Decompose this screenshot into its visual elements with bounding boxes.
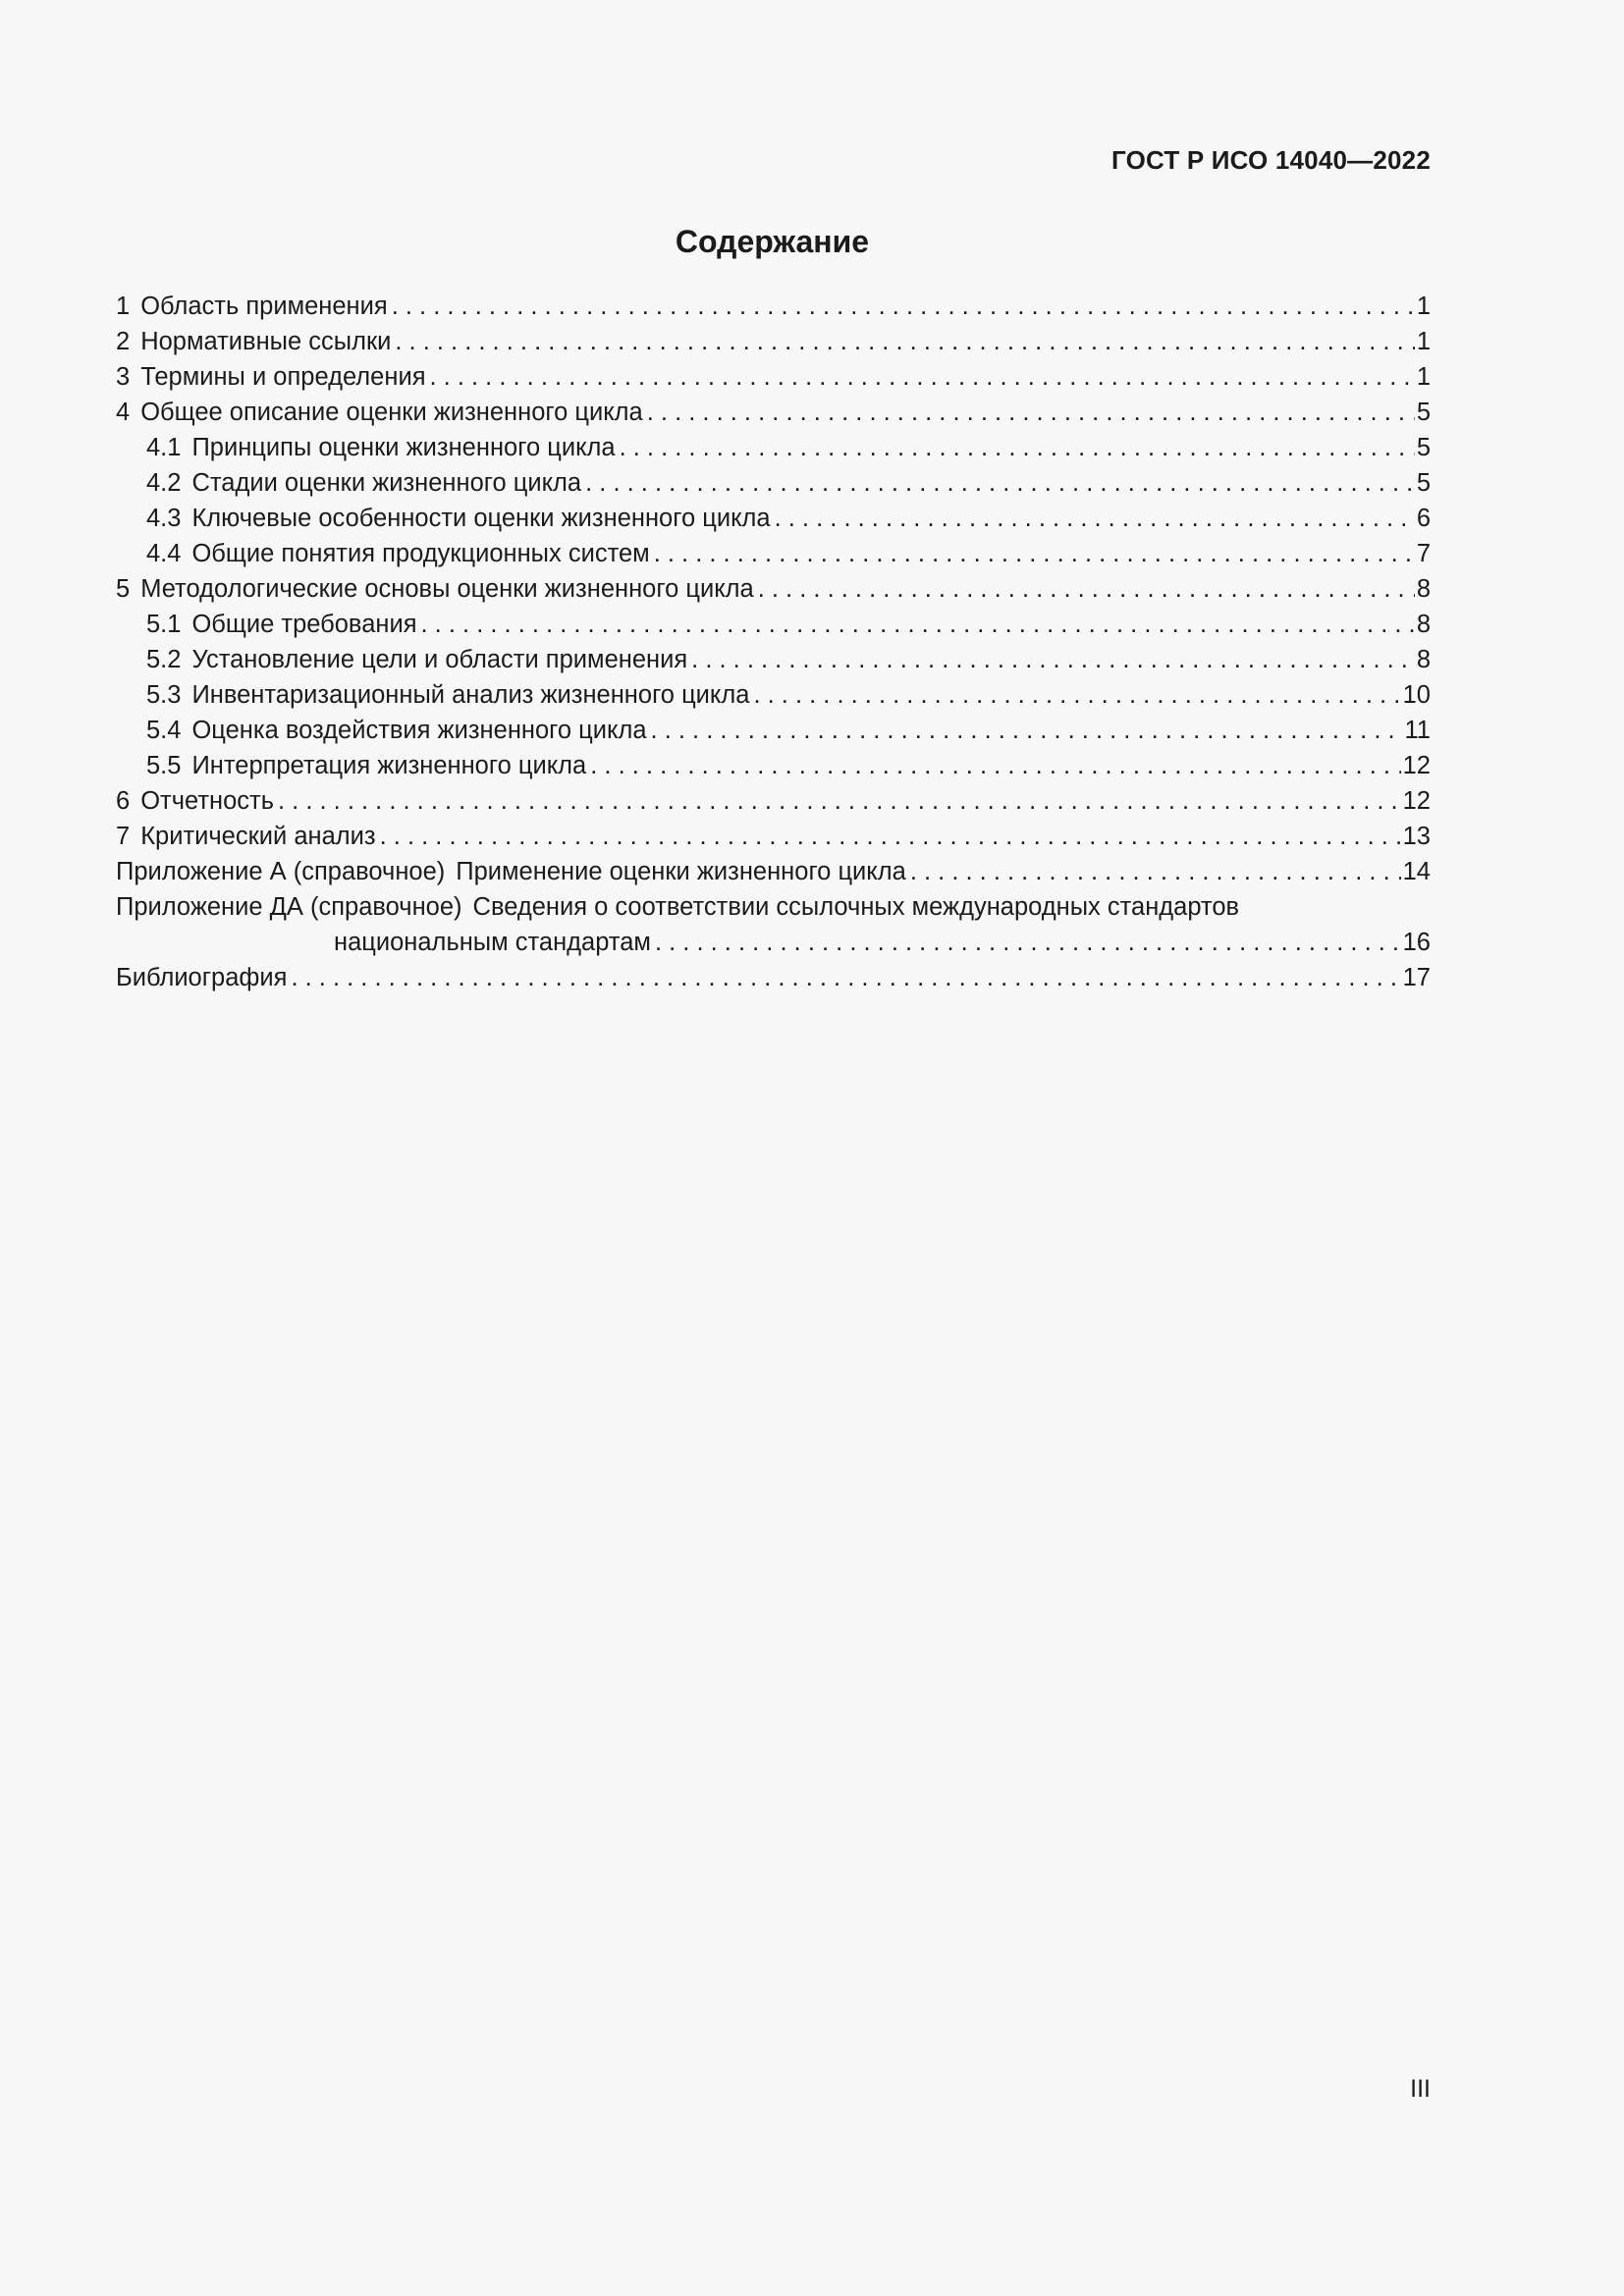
toc-entry[interactable] xyxy=(116,324,1431,359)
toc-entry-label: Термины и определения xyxy=(140,363,426,391)
toc-entry[interactable] xyxy=(116,430,1431,465)
toc-entry-number: 3 xyxy=(116,363,131,391)
toc-entry-page: 1 xyxy=(1416,328,1431,355)
document-code: ГОСТ Р ИСО 14040—2022 xyxy=(1110,145,1431,175)
toc-entry-label: Стадии оценки жизненного цикла xyxy=(191,469,582,497)
toc-leader-dots xyxy=(775,501,1415,536)
toc-entry-page: 5 xyxy=(1416,469,1431,497)
toc-entry-number: 5.1 xyxy=(146,611,182,638)
toc-entry-label: Методологические основы оценки жизненного цикла xyxy=(140,575,754,603)
toc-entry-label: Сведения о соответствии ссылочных международных стандартов xyxy=(472,893,1240,921)
toc-entry-page: 13 xyxy=(1402,823,1431,850)
toc-entry-label: Общее описание оценки жизненного цикла xyxy=(140,399,643,426)
toc-entry-number: 5.4 xyxy=(146,717,182,744)
toc-entry[interactable] xyxy=(116,642,1431,677)
toc-entry-number: Приложение А (справочное) xyxy=(116,858,446,885)
toc-entry-page: 17 xyxy=(1402,964,1431,991)
toc-leader-dots xyxy=(691,642,1415,677)
toc-entry[interactable] xyxy=(116,677,1431,713)
toc-leader-dots xyxy=(590,748,1400,783)
toc-entry[interactable] xyxy=(116,359,1431,395)
toc-entry-label: Принципы оценки жизненного цикла xyxy=(191,434,616,461)
toc-entry-label: Установление цели и области применения xyxy=(191,646,688,673)
toc-entry-page: 5 xyxy=(1416,399,1431,426)
toc-leader-dots xyxy=(291,960,1400,995)
toc-entry-label: Критический анализ xyxy=(140,823,376,850)
toc-entry-number: 4.1 xyxy=(146,434,182,461)
toc-entry[interactable] xyxy=(116,571,1431,607)
toc-leader-dots xyxy=(585,465,1415,501)
toc-entry[interactable] xyxy=(116,607,1431,642)
toc-entry[interactable] xyxy=(116,889,1431,925)
toc-entry-page: 10 xyxy=(1402,681,1431,709)
toc-leader-dots xyxy=(278,783,1401,819)
toc-entry-label: Общие понятия продукционных систем xyxy=(191,540,650,567)
toc-entry-label: Библиография xyxy=(116,964,288,991)
toc-entry[interactable] xyxy=(116,854,1431,889)
toc-entry-page: 16 xyxy=(1402,929,1431,956)
toc-leader-dots xyxy=(620,430,1415,465)
toc-entry-label: Общие требования xyxy=(191,611,417,638)
toc-leader-dots xyxy=(647,395,1415,430)
toc-title: Содержание xyxy=(675,224,870,259)
toc-leader-dots xyxy=(421,607,1415,642)
toc-entry-number: 4.3 xyxy=(146,505,182,532)
toc-leader-dots xyxy=(910,854,1401,889)
toc-entry-number: 5.5 xyxy=(146,752,182,779)
toc-entry-number: Приложение ДА (справочное) xyxy=(116,893,462,921)
toc-entry-page: 7 xyxy=(1416,540,1431,567)
toc-entry-number: 5.3 xyxy=(146,681,182,709)
toc-leader-dots xyxy=(654,536,1415,571)
toc-entry-page: 8 xyxy=(1416,575,1431,603)
toc-entry[interactable] xyxy=(116,465,1431,501)
toc-entry-label: Нормативные ссылки xyxy=(140,328,392,355)
toc-leader-dots xyxy=(395,324,1414,359)
toc-leader-dots xyxy=(655,925,1401,960)
toc-entry[interactable] xyxy=(116,960,1431,995)
toc-entry-page: 11 xyxy=(1404,717,1431,744)
toc-entry-label: национальным стандартам xyxy=(334,929,651,956)
toc-entry-number: 7 xyxy=(116,823,131,850)
toc-entry-page: 8 xyxy=(1416,646,1431,673)
toc-entry-number: 5 xyxy=(116,575,131,603)
toc-leader-dots xyxy=(392,289,1415,324)
toc-entry-page: 1 xyxy=(1416,363,1431,391)
toc-entry-continuation[interactable] xyxy=(116,925,1431,960)
toc-entry[interactable] xyxy=(116,289,1431,324)
toc-entry-page: 12 xyxy=(1402,787,1431,815)
toc-leader-dots xyxy=(430,359,1415,395)
toc-leader-dots xyxy=(651,713,1403,748)
toc-entry-page: 5 xyxy=(1416,434,1431,461)
toc-entry-page: 14 xyxy=(1402,858,1431,885)
page-number: III xyxy=(1410,2075,1431,2103)
toc-entry-label: Инвентаризационный анализ жизненного цикла xyxy=(191,681,750,709)
toc-entry[interactable] xyxy=(116,748,1431,783)
toc-entry-label: Применение оценки жизненного цикла xyxy=(456,858,906,885)
toc-entry-page: 6 xyxy=(1416,505,1431,532)
toc-entry-number: 1 xyxy=(116,293,131,320)
toc-entry-number: 4.2 xyxy=(146,469,182,497)
toc-entry[interactable] xyxy=(116,819,1431,854)
toc-entry[interactable] xyxy=(116,536,1431,571)
toc-entry-label: Интерпретация жизненного цикла xyxy=(191,752,587,779)
toc-entry-number: 4.4 xyxy=(146,540,182,567)
toc-leader-dots xyxy=(380,819,1401,854)
toc-entry[interactable] xyxy=(116,395,1431,430)
toc-entry-number: 4 xyxy=(116,399,131,426)
toc-entry-number: 5.2 xyxy=(146,646,182,673)
toc-entry-label: Ключевые особенности оценки жизненного цикла xyxy=(191,505,771,532)
toc-entry[interactable] xyxy=(116,501,1431,536)
toc-entry-number: 6 xyxy=(116,787,131,815)
toc-entry-page: 1 xyxy=(1416,293,1431,320)
toc-entry[interactable] xyxy=(116,783,1431,819)
toc-entry-page: 12 xyxy=(1402,752,1431,779)
toc-leader-dots xyxy=(753,677,1400,713)
toc-entry-label: Отчетность xyxy=(140,787,274,815)
toc-entry[interactable] xyxy=(116,713,1431,748)
toc-entry-label: Область применения xyxy=(140,293,388,320)
table-of-contents xyxy=(116,289,1431,995)
toc-leader-dots xyxy=(758,571,1415,607)
toc-entry-label: Оценка воздействия жизненного цикла xyxy=(191,717,647,744)
toc-entry-number: 2 xyxy=(116,328,131,355)
toc-entry-page: 8 xyxy=(1416,611,1431,638)
